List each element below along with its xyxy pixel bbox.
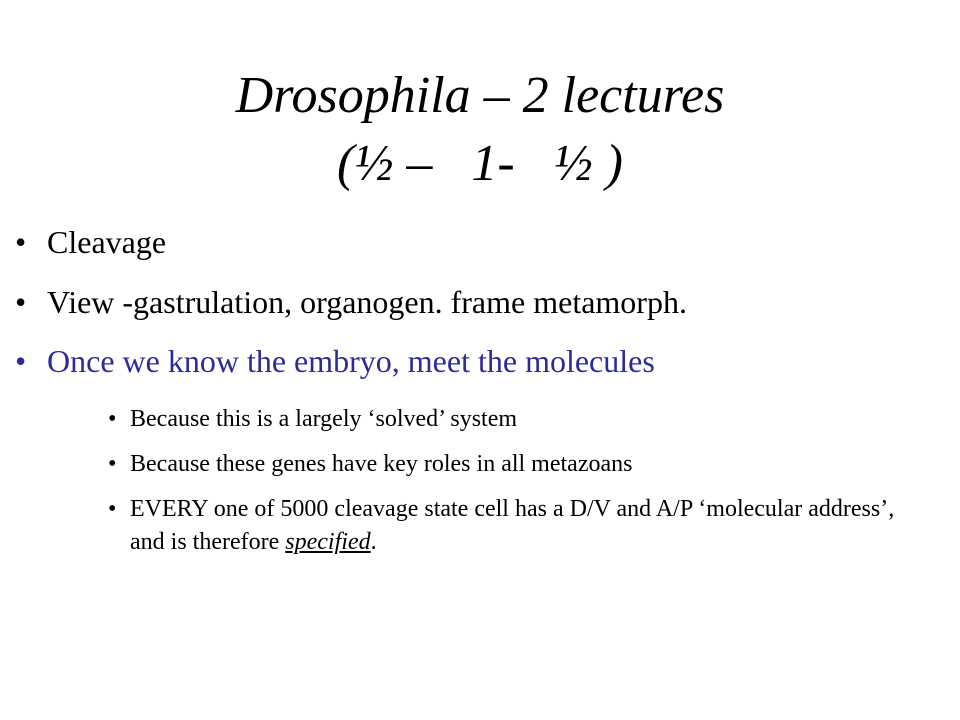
bullet-dot: • [15, 284, 27, 320]
emphasis-specified: specified [285, 529, 371, 555]
sub-bullet-dot: • [108, 451, 117, 477]
bullet-text: View -gastrulation, organogen. frame metamorph. [47, 284, 687, 320]
sub-bullet-text: Because this is a largely ‘solved’ system [130, 406, 518, 432]
sub-bullet-item [108, 493, 908, 559]
bullet-text: Cleavage [47, 224, 167, 260]
sub-bullet-text-end: . [370, 529, 377, 555]
title-line-2: (½ – 1- ½ ) [337, 135, 623, 192]
bullet-text: Once we know the embryo, meet the molecules [47, 343, 655, 379]
sub-bullet-text: Because these genes have key roles in all metazoans [130, 451, 633, 477]
title-line-1: Drosophila – 2 lectures [235, 67, 725, 124]
bullet-dot: • [15, 343, 27, 379]
sub-bullet-item [108, 448, 908, 481]
bullet-dot: • [15, 224, 27, 260]
sub-bullet-dot: • [108, 496, 117, 522]
sub-bullet-text [130, 493, 908, 559]
sub-bullet-dot: • [108, 406, 117, 432]
sub-bullet-text-main: EVERY one of 5000 cleavage state cell has a D/V and A/P ‘molecular address’, and is therefore [130, 496, 895, 555]
sub-bullet-item [108, 403, 908, 436]
